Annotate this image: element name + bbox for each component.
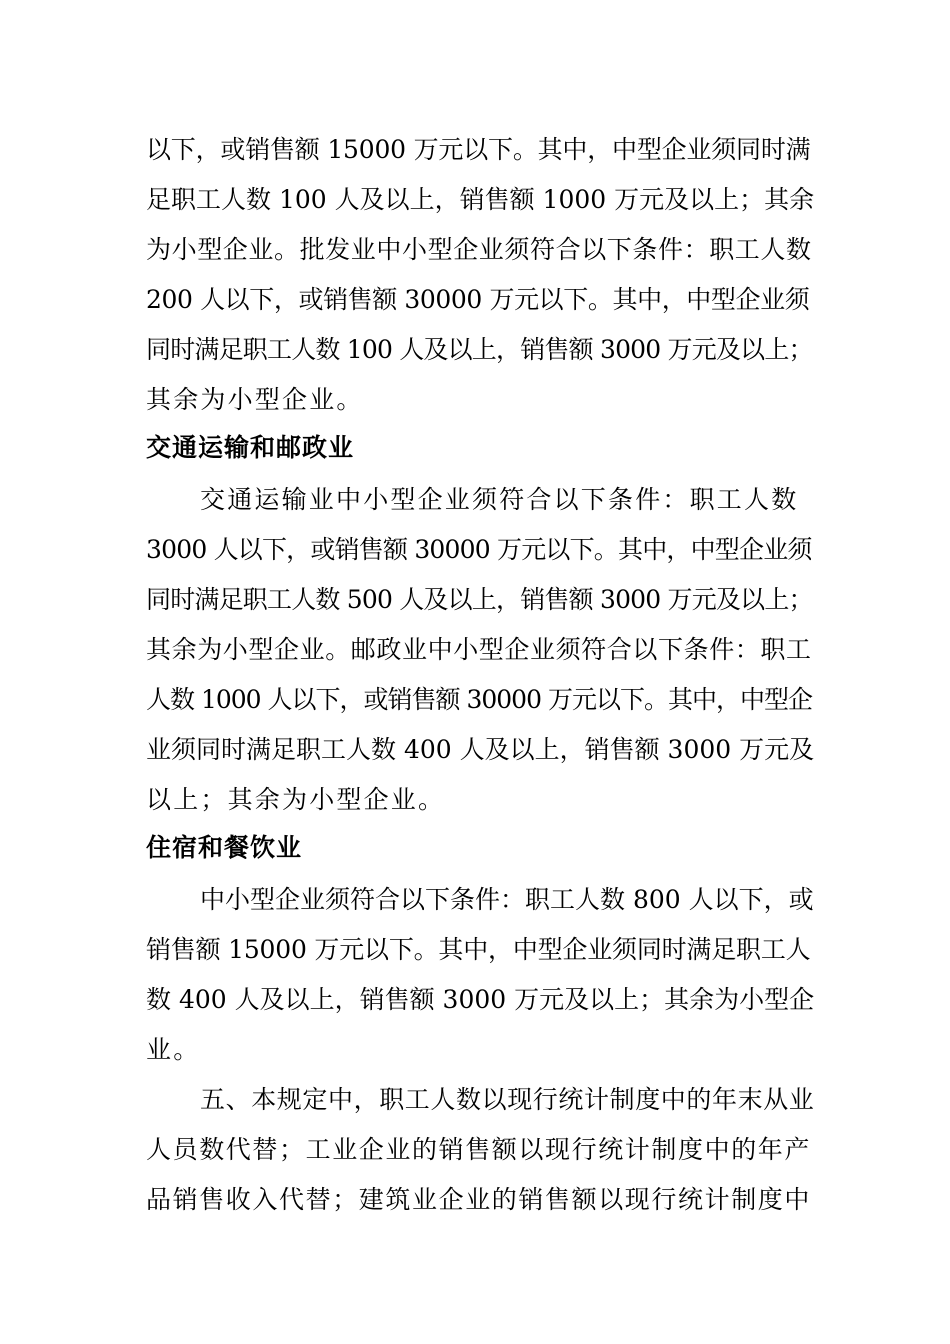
paragraph-line: 销售额 15000 万元以下。其中，中型企业须同时满足职工人 — [146, 935, 811, 964]
paragraph-line: 以下，或销售额 15000 万元以下。其中，中型企业须同时满 — [146, 135, 811, 164]
paragraph-line: 人数 1000 人以下，或销售额 30000 万元以下。其中，中型企 — [146, 685, 812, 714]
paragraph-line: 同时满足职工人数 500 人及以上，销售额 3000 万元及以上； — [146, 585, 813, 614]
paragraph-line: 中小型企业须符合以下条件：职工人数 800 人以下，或 — [200, 885, 814, 914]
paragraph-line: 以上；其余为小型企业。 — [146, 785, 446, 814]
paragraph-line: 业须同时满足职工人数 400 人及以上，销售额 3000 万元及 — [146, 735, 815, 764]
paragraph-line: 数 400 人及以上，销售额 3000 万元及以上；其余为小型企 — [146, 985, 815, 1014]
paragraph-line: 五、本规定中，职工人数以现行统计制度中的年末从业 — [200, 1085, 815, 1114]
section-heading-hospitality: 住宿和餐饮业 — [146, 833, 303, 862]
paragraph-line: 业。 — [146, 1035, 201, 1064]
paragraph-line: 其余为小型企业。 — [146, 385, 364, 414]
section-heading-transport: 交通运输和邮政业 — [146, 433, 355, 462]
paragraph-line: 3000 人以下，或销售额 30000 万元以下。其中，中型企业须 — [146, 535, 812, 564]
paragraph-line: 品销售收入代替；建筑业企业的销售额以现行统计制度中 — [146, 1185, 812, 1214]
paragraph-line: 同时满足职工人数 100 人及以上，销售额 3000 万元及以上； — [146, 335, 813, 364]
paragraph-line: 其余为小型企业。邮政业中小型企业须符合以下条件：职工 — [146, 635, 812, 664]
paragraph-line: 200 人以下，或销售额 30000 万元以下。其中，中型企业须 — [146, 285, 810, 314]
paragraph-line: 交通运输业中小型企业须符合以下条件：职工人数 — [200, 485, 799, 514]
paragraph-line: 人员数代替；工业企业的销售额以现行统计制度中的年产 — [146, 1135, 812, 1164]
paragraph-line: 足职工人数 100 人及以上，销售额 1000 万元及以上；其余 — [146, 185, 815, 214]
paragraph-line: 为小型企业。批发业中小型企业须符合以下条件：职工人数 — [146, 235, 812, 264]
